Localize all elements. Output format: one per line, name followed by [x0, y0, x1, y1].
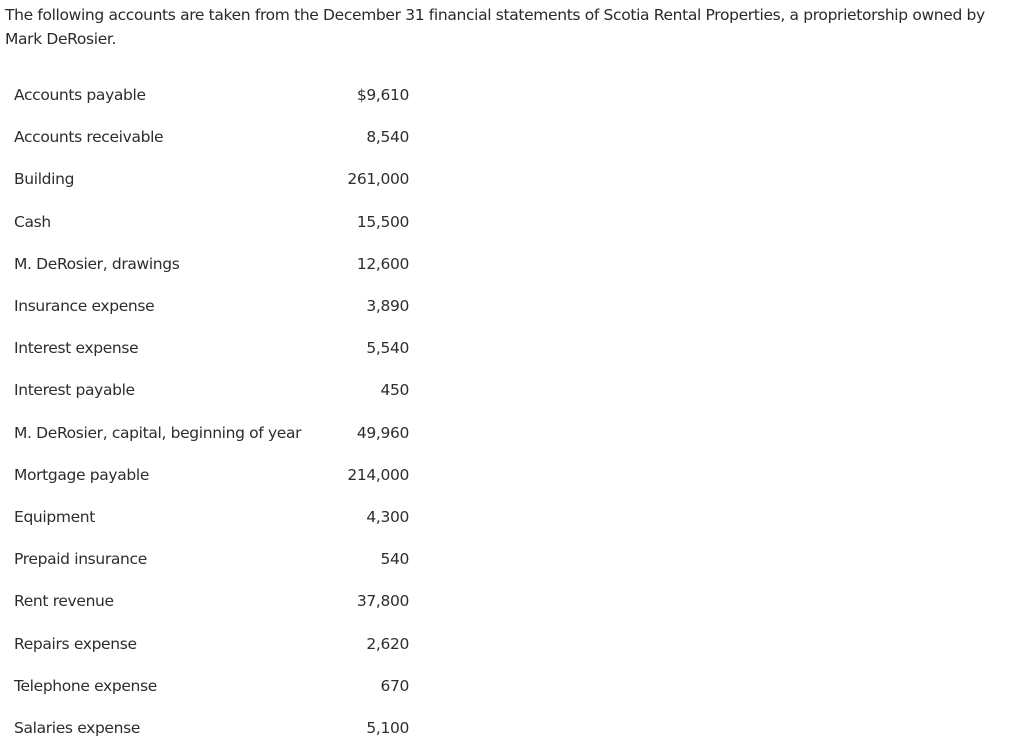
- account-amount: 12,600: [356, 254, 409, 273]
- table-row: [14, 158, 414, 200]
- account-name: M. DeRosier, capital, beginning of year: [14, 423, 302, 442]
- account-name: Mortgage payable: [14, 465, 150, 484]
- table-row: [14, 74, 414, 116]
- account-amount: 49,960: [356, 423, 409, 442]
- table-row: [14, 327, 414, 369]
- account-amount: 5,540: [366, 339, 409, 358]
- account-amount: 37,800: [356, 592, 409, 611]
- table-row: [14, 580, 414, 622]
- account-name: Equipment: [14, 507, 95, 526]
- table-row: [14, 285, 414, 327]
- table-row: [14, 243, 414, 285]
- account-amount: 261,000: [347, 170, 409, 189]
- account-name: M. DeRosier, drawings: [14, 254, 180, 273]
- table-row: [14, 369, 414, 411]
- table-row: [14, 665, 414, 707]
- table-row: [14, 622, 414, 664]
- account-name: Accounts receivable: [14, 128, 164, 147]
- account-name: Repairs expense: [14, 634, 137, 653]
- table-row: [14, 412, 414, 454]
- account-amount: 3,890: [366, 297, 409, 316]
- account-name: Cash: [14, 212, 51, 231]
- table-row: [14, 201, 414, 243]
- account-name: Interest expense: [14, 339, 139, 358]
- account-name: Telephone expense: [14, 676, 157, 695]
- table-row: [14, 496, 414, 538]
- account-amount: 5,100: [366, 718, 409, 737]
- account-amount: 450: [380, 381, 409, 400]
- account-amount: 670: [380, 676, 409, 695]
- account-name: Insurance expense: [14, 297, 155, 316]
- account-name: Prepaid insurance: [14, 550, 147, 569]
- account-name: Interest payable: [14, 381, 135, 400]
- accounts-table: [14, 74, 414, 749]
- account-amount: 2,620: [366, 634, 409, 653]
- table-row: [14, 454, 414, 496]
- account-amount: 4,300: [366, 507, 409, 526]
- account-amount: 15,500: [356, 212, 409, 231]
- account-amount: 214,000: [347, 465, 409, 484]
- table-row: [14, 707, 414, 749]
- table-row: [14, 116, 414, 158]
- table-row: [14, 538, 414, 580]
- account-amount: 8,540: [366, 128, 409, 147]
- intro-paragraph: The following accounts are taken from the December 31 financial statements of Scotia Rental Properties, a proprietorship owned by Mark DeRosier.: [5, 6, 985, 48]
- account-amount: 540: [380, 550, 409, 569]
- account-name: Building: [14, 170, 75, 189]
- account-amount: $9,610: [356, 86, 409, 105]
- account-name: Accounts payable: [14, 86, 146, 105]
- account-name: Salaries expense: [14, 718, 141, 737]
- account-name: Rent revenue: [14, 592, 114, 611]
